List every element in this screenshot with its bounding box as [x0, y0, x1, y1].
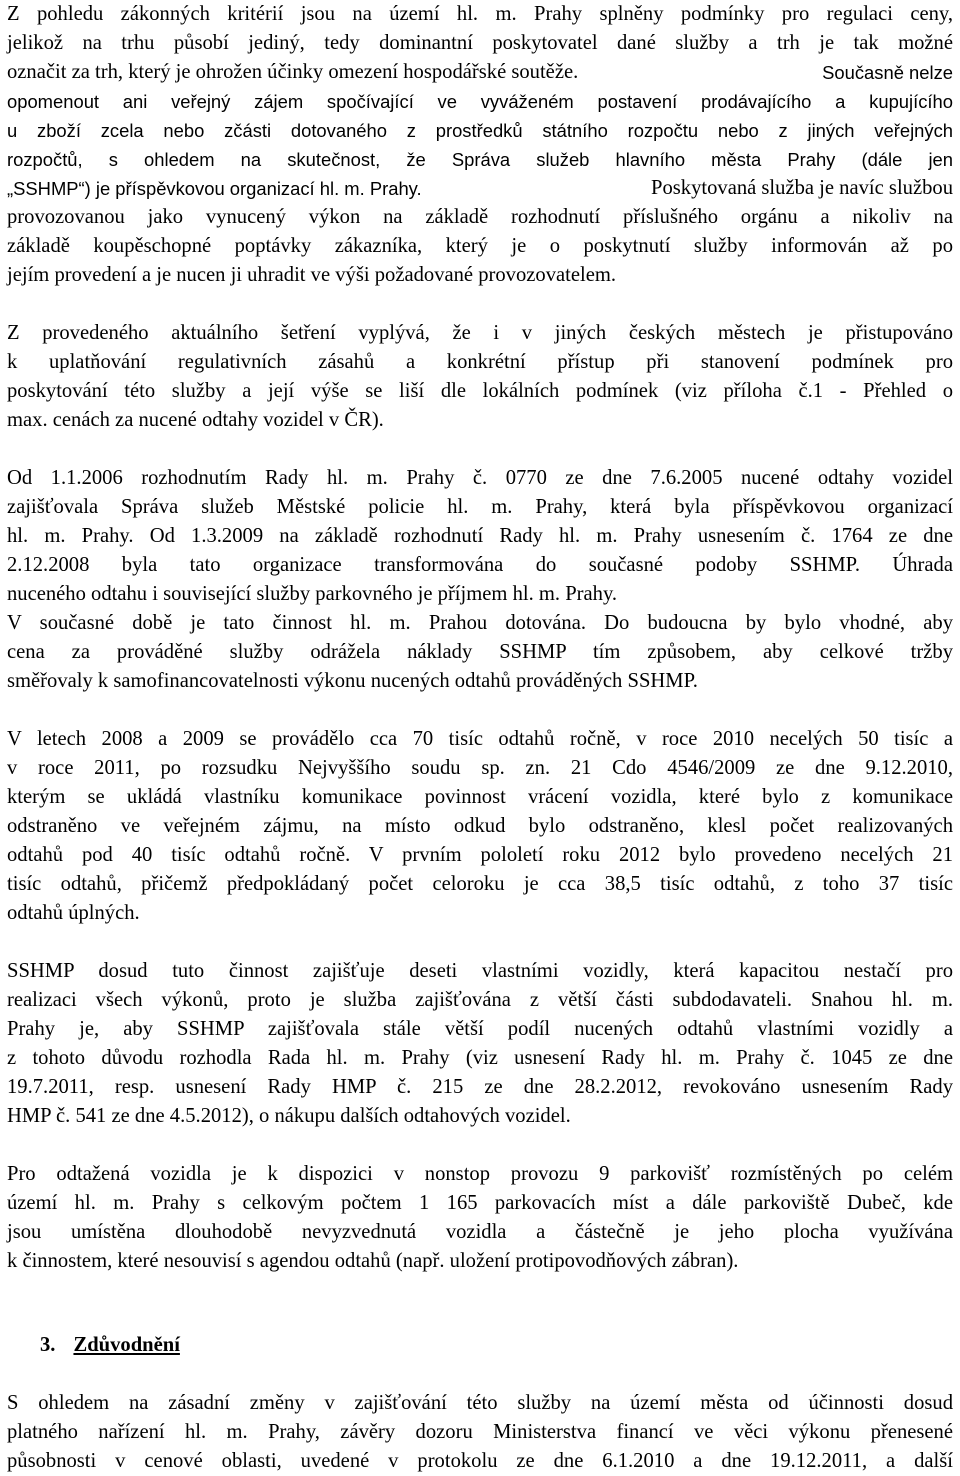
paragraph-6-line-2: území hl. m. Prahy s celkovým počtem 1 165 parkovacích míst a dále parkoviště Dubeč, kde [7, 1192, 953, 1214]
paragraph-1-line-3-serif: označit za trh, který je ohrožen účinky omezení hospodářské soutěže. [7, 61, 579, 83]
paragraph-1-line-7 [7, 174, 953, 203]
paragraph-1-line-4: opomenout ani veřejný zájem spočívající ve vyváženém postavení prodávajícího a kupujícího [7, 91, 953, 112]
paragraph-1-line-1: Z pohledu zákonných kritérií jsou na území hl. m. Prahy splněny podmínky pro regulaci ceny, [7, 3, 953, 25]
paragraph-3-line-5: nuceného odtahu i související služby parkovného je příjmem hl. m. Prahy. [7, 583, 618, 605]
paragraph-2-line-4: max. cenách za nucené odtahy vozidel v ČR). [7, 409, 384, 431]
paragraph-7-line-1: S ohledem na zásadní změny v zajišťování této služby na území města od účinnosti dosud [7, 1392, 953, 1414]
paragraph-1-line-3 [7, 58, 953, 87]
paragraph-4-line-5: odtahů pod 40 tisíc odtahů ročně. V prvním pololetí roku 2012 bylo provedeno necelých 21 [7, 844, 953, 866]
paragraph-6-line-1: Pro odtažená vozidla je k dispozici v nonstop provozu 9 parkovišť rozmístěných po celém [7, 1163, 953, 1185]
paragraph-3-line-8: směřovaly k samofinancovatelnosti výkonu nucených odtahů prováděných SSHMP. [7, 670, 698, 692]
paragraph-1-line-5: u zboží zcela nebo zčásti dotovaného z prostředků státního rozpočtu nebo z jiných veřejných [7, 120, 953, 141]
paragraph-3-line-6: V současné době je tato činnost hl. m. Prahou dotována. Do budoucna by bylo vhodné, aby [7, 612, 953, 634]
section-title: Zdůvodnění [73, 1334, 180, 1356]
paragraph-5-line-3: Prahy je, aby SSHMP zajišťovala stále větší podíl nucených odtahů vlastními vozidly a [7, 1018, 953, 1040]
paragraph-6-line-4: k činnostem, které nesouvisí s agendou odtahů (např. uložení protipovodňových zábran). [7, 1250, 739, 1272]
paragraph-4-line-4: odstraněno ve veřejném zájmu, na místo odkud bylo odstraněno, klesl počet realizovaných [7, 815, 953, 837]
paragraph-5-line-1: SSHMP dosud tuto činnost zajišťuje deseti vlastními vozidly, která kapacitou nestačí pro [7, 960, 953, 982]
paragraph-4-line-7: odtahů úplných. [7, 902, 140, 924]
paragraph-1-line-2: jelikož na trhu působí jediný, tedy dominantní poskytovatel dané služby a trh je tak možné [7, 32, 953, 54]
paragraph-1-line-10: jejím provedení a je nucen ji uhradit ve výši požadované provozovatelem. [7, 264, 617, 286]
section-heading [40, 1330, 180, 1360]
paragraph-1-line-6: rozpočtů, s ohledem na skutečnost, že Správa služeb hlavního města Prahy (dále jen [7, 149, 953, 170]
paragraph-1-line-7-sans: „SSHMP“) je příspěvkovou organizací hl. m. Prahy. [7, 178, 422, 199]
paragraph-1-line-9: základě koupěschopné poptávky zákazníka, který je o poskytnutí služby informován až po [7, 235, 953, 257]
paragraph-1-line-8: provozovanou jako vynucený výkon na základě rozhodnutí příslušného orgánu a nikoliv na [7, 206, 953, 228]
paragraph-3-line-4: 2.12.2008 byla tato organizace transformována do současné podoby SSHMP. Úhrada [7, 554, 953, 576]
paragraph-4-line-6: tisíc odtahů, přičemž předpokládaný počet celoroku je cca 38,5 tisíc odtahů, z toho 37 tisíc [7, 873, 953, 895]
paragraph-3-line-2: zajišťovala Správa služeb Městské policie hl. m. Prahy, která byla příspěvkovou organizací [7, 496, 953, 518]
paragraph-5-line-4: z tohoto důvodu rozhodla Rada hl. m. Prahy (viz usnesení Rady hl. m. Prahy č. 1045 ze dne [7, 1047, 953, 1069]
paragraph-1-line-3-sans: Současně nelze [822, 62, 953, 83]
paragraph-4-line-2: v roce 2011, po rozsudku Nejvyššího soudu sp. zn. 21 Cdo 4546/2009 ze dne 9.12.2010, [7, 757, 953, 779]
paragraph-4-line-3: kterým se ukládá vlastníku komunikace povinnost vrácení vozidla, které bylo z komunikace [7, 786, 953, 808]
paragraph-4-line-1: V letech 2008 a 2009 se provádělo cca 70 tisíc odtahů ročně, v roce 2010 necelých 50 tisíc a [7, 728, 953, 750]
paragraph-3-line-7: cena za prováděné služby odrážela náklady SSHMP tím způsobem, aby celkové tržby [7, 641, 953, 663]
paragraph-7-line-3: působnosti v cenové oblasti, uvedené v protokolu ze dne 6.1.2010 a dne 19.12.2011, a další [7, 1450, 953, 1472]
section-number: 3. [40, 1334, 56, 1356]
paragraph-2-line-2: k uplatňování regulativních zásahů a konkrétní přístup při stanovení podmínek pro [7, 351, 953, 373]
paragraph-1-line-7-serif: Poskytovaná služba je navíc službou [651, 177, 953, 199]
paragraph-7-line-2: platného nařízení hl. m. Prahy, závěry dozoru Ministerstva financí ve věci výkonu přenesené [7, 1421, 953, 1443]
paragraph-5-line-2: realizaci všech výkonů, proto je služba zajišťována z větší části subdodavateli. Snahou hl. m. [7, 989, 953, 1011]
paragraph-2-line-1: Z provedeného aktuálního šetření vyplývá, že i v jiných českých městech je přistupováno [7, 322, 953, 344]
paragraph-2-line-3: poskytování této služby a její výše se liší dle lokálních podmínek (viz příloha č.1 - Přehled o [7, 380, 953, 402]
paragraph-3-line-1: Od 1.1.2006 rozhodnutím Rady hl. m. Prahy č. 0770 ze dne 7.6.2005 nucené odtahy vozidel [7, 467, 953, 489]
paragraph-6-line-3: jsou umístěna dlouhodobě nevyzvednutá vozidla a částečně je jeho plocha využívána [7, 1221, 953, 1243]
paragraph-5-line-5: 19.7.2011, resp. usnesení Rady HMP č. 215 ze dne 28.2.2012, revokováno usnesením Rady [7, 1076, 953, 1098]
paragraph-3-line-3: hl. m. Prahy. Od 1.3.2009 na základě rozhodnutí Rady hl. m. Prahy usnesením č. 1764 ze dne [7, 525, 953, 547]
paragraph-5-line-6: HMP č. 541 ze dne 4.5.2012), o nákupu dalších odtahových vozidel. [7, 1105, 571, 1127]
